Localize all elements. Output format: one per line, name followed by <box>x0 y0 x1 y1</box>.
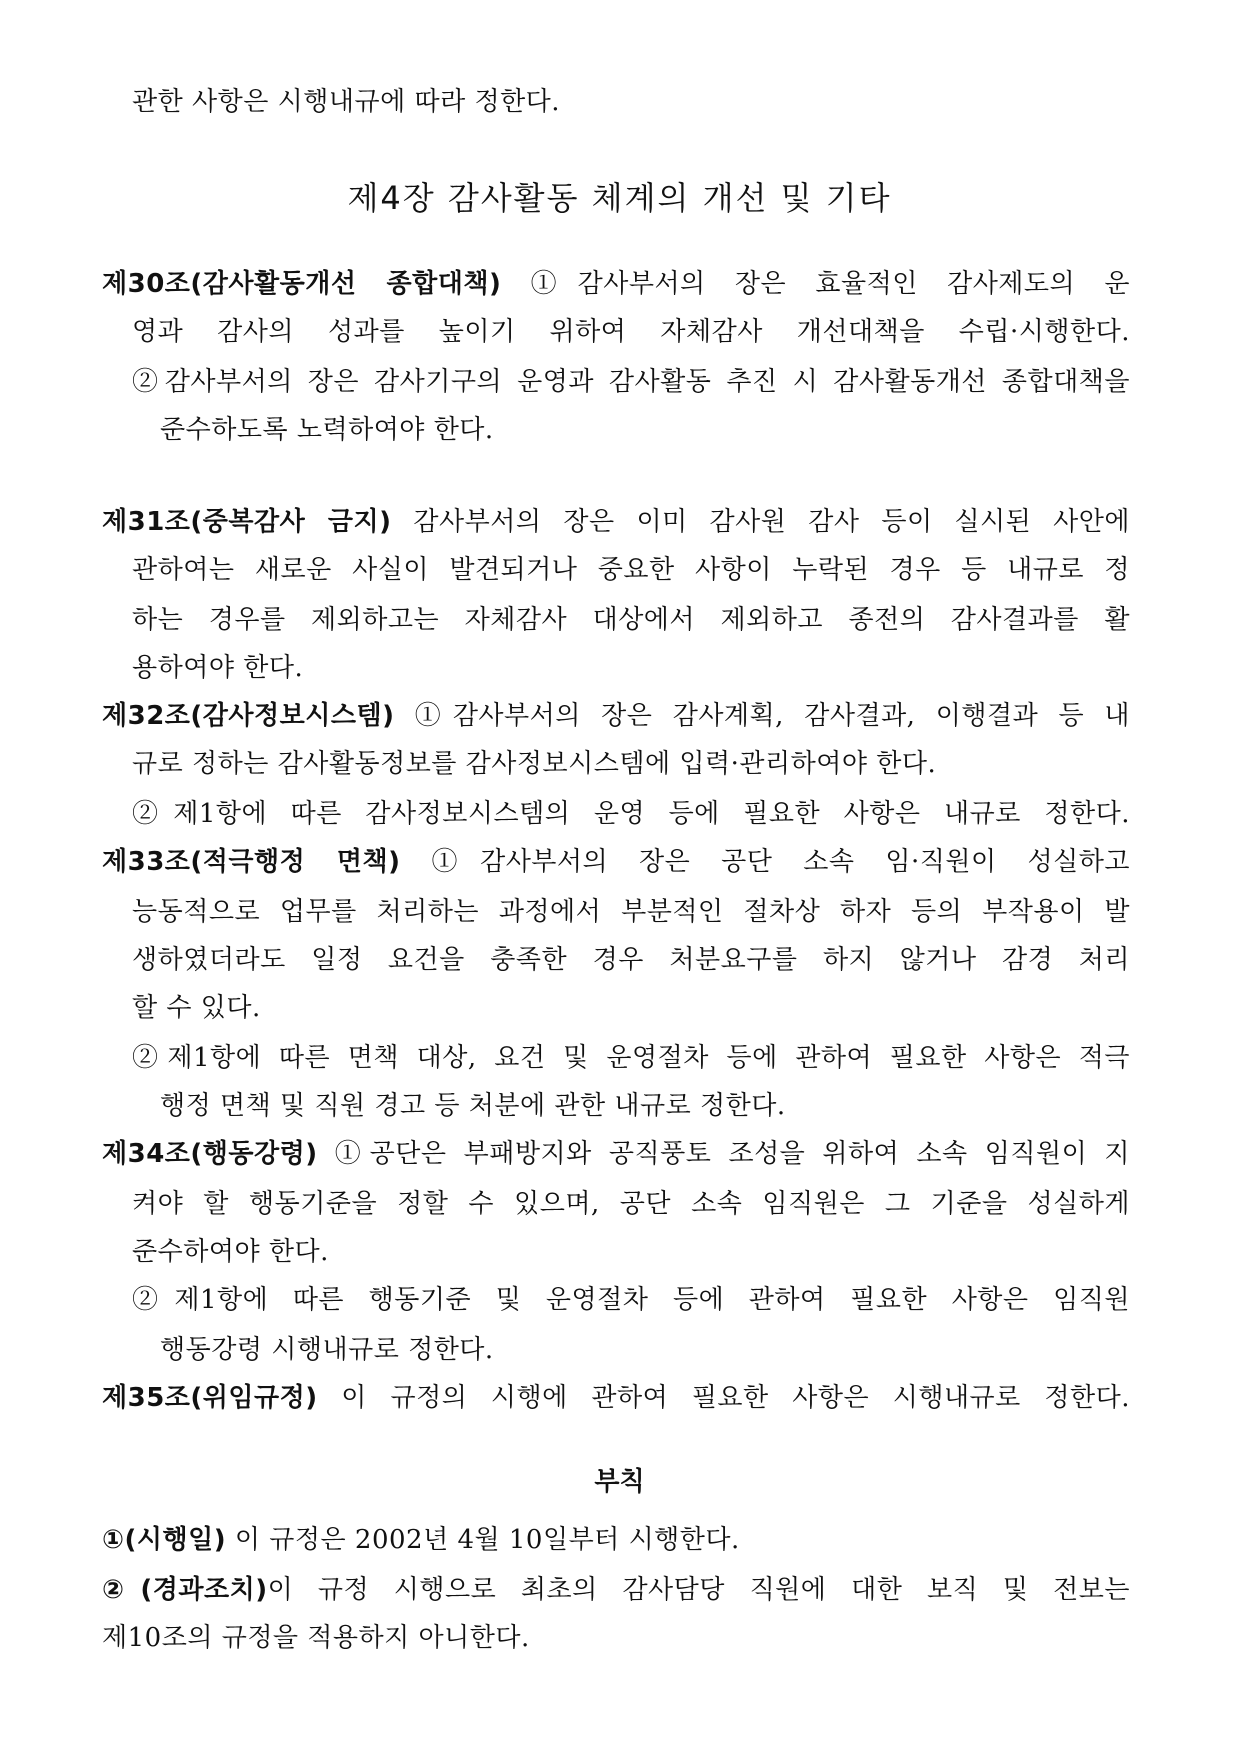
article-31-line-2: 관하여는 새로운 사실이 발견되거나 중요한 사항이 누락된 경우 등 내규로 정 <box>132 555 1130 585</box>
chapter-title: 제4장 감사활동 체계의 개선 및 기타 <box>347 179 892 217</box>
article-33-line-2: 능동적으로 업무를 처리하는 과정에서 부분적인 절차상 하자 등의 부작용이 발 <box>132 897 1130 927</box>
article-34-line-1: 제34조(행동강령) ①공단은 부패방지와 공직풍토 조성을 위하여 소속 임직원이 지 <box>102 1139 1130 1169</box>
article-32-heading: 제32조(감사정보시스템) <box>102 701 395 731</box>
article-34-line-3: 준수하여야 한다. <box>132 1237 329 1267</box>
article-34-line-2: 켜야 할 행동기준을 정할 수 있으며, 공단 소속 임직원은 그 기준을 성실하게 <box>132 1189 1130 1219</box>
article-33-line-6: 행정 면책 및 직원 경고 등 처분에 관한 내규로 정한다. <box>160 1091 786 1121</box>
annex-provision-1-heading: ①(시행일) <box>102 1525 227 1555</box>
article-30-line-4: 준수하도록 노력하여야 한다. <box>160 415 494 445</box>
article-33-line-3: 생하였더라도 일정 요건을 충족한 경우 처분요구를 하지 않거나 감경 처리 <box>132 945 1130 975</box>
article-31-heading: 제31조(중복감사 금지) <box>102 507 392 537</box>
article-30-line-3: ②감사부서의 장은 감사기구의 운영과 감사활동 추진 시 감사활동개선 종합대책을 <box>132 367 1130 397</box>
article-33-line-1: 제33조(적극행정 면책) ①감사부서의 장은 공단 소속 임·직원이 성실하고 <box>102 847 1130 877</box>
article-33-line-4: 할 수 있다. <box>132 993 261 1023</box>
article-31-line-4: 용하여야 한다. <box>132 653 304 683</box>
article-35-heading: 제35조(위임규정) <box>102 1383 318 1413</box>
annex-provision-2-heading: ②(경과조치) <box>102 1575 268 1605</box>
article-35-line-1: 제35조(위임규정) 이 규정의 시행에 관하여 필요한 사항은 시행내규로 정한다. <box>102 1383 1131 1413</box>
annex-provision-1: ①(시행일) 이 규정은 2002년 4월 10일부터 시행한다. <box>102 1525 740 1555</box>
article-33-line-5: ②제1항에 따른 면책 대상, 요건 및 운영절차 등에 관하여 필요한 사항은 적극 <box>132 1043 1130 1073</box>
continuation-text: 관한 사항은 시행내규에 따라 정한다. <box>132 87 561 117</box>
article-30-line-2: 영과 감사의 성과를 높이기 위하여 자체감사 개선대책을 수립·시행한다. <box>132 317 1130 347</box>
annex-title: 부칙 <box>594 1467 645 1497</box>
annex-provision-2-line-2: 제10조의 규정을 적용하지 아니한다. <box>102 1623 530 1653</box>
article-34-heading: 제34조(행동강령) <box>102 1139 318 1169</box>
article-32-line-2: 규로 정하는 감사활동정보를 감사정보시스템에 입력·관리하여야 한다. <box>132 749 937 779</box>
article-34-line-4: ②제1항에 따른 행동기준 및 운영절차 등에 관하여 필요한 사항은 임직원 <box>132 1285 1130 1315</box>
article-33-heading: 제33조(적극행정 면책) <box>102 847 401 877</box>
article-31-line-1: 제31조(중복감사 금지) 감사부서의 장은 이미 감사원 감사 등이 실시된 사안에 <box>102 507 1131 537</box>
article-32-line-3: ②제1항에 따른 감사정보시스템의 운영 등에 필요한 사항은 내규로 정한다. <box>132 799 1130 829</box>
article-32-line-1: 제32조(감사정보시스템) ①감사부서의 장은 감사계획, 감사결과, 이행결과 등 내 <box>102 701 1131 731</box>
article-30-heading: 제30조(감사활동개선 종합대책) <box>102 269 502 299</box>
article-31-line-3: 하는 경우를 제외하고는 자체감사 대상에서 제외하고 종전의 감사결과를 활 <box>132 605 1130 635</box>
annex-provision-2-line-1: ②(경과조치)이 규정 시행으로 최초의 감사담당 직원에 대한 보직 및 전보는 <box>102 1575 1130 1605</box>
article-30-line-1: 제30조(감사활동개선 종합대책) ①감사부서의 장은 효율적인 감사제도의 운 <box>102 269 1131 299</box>
article-34-line-5: 행동강령 시행내규로 정한다. <box>160 1335 494 1365</box>
